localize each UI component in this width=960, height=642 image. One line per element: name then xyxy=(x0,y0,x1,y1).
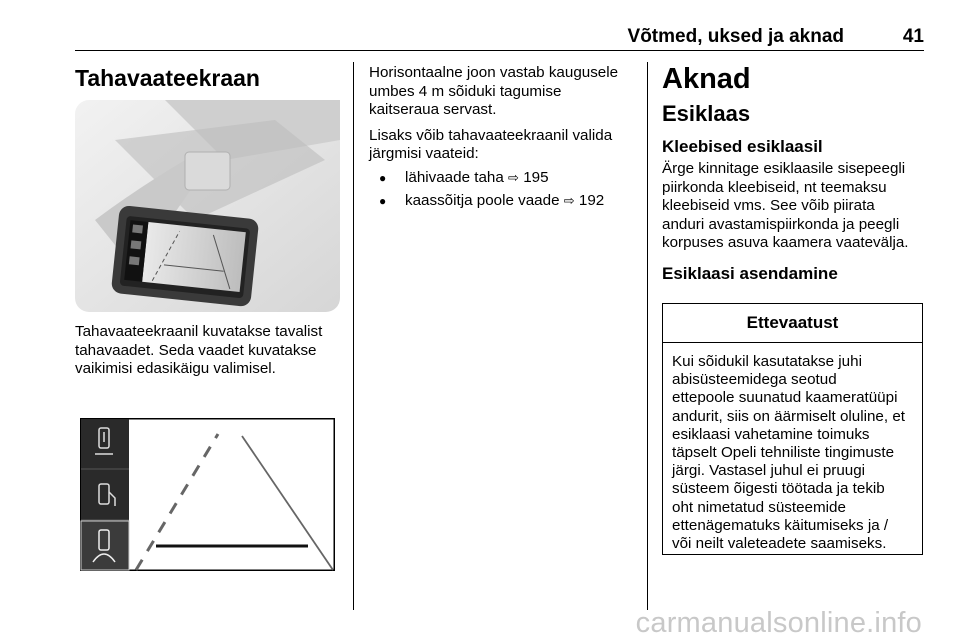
caption-line: vaikimisi edasikäigu valimisel. xyxy=(75,360,276,377)
section-heading: Tahavaateekraan xyxy=(75,65,260,91)
right-column xyxy=(662,62,932,285)
caution-line: täpselt Opeli tehniliste tingimuste xyxy=(672,444,895,462)
paragraph-line: Ärge kinnitage esiklaasile sisepeegli xyxy=(662,160,906,177)
caution-title: Ettevaatust xyxy=(663,304,922,343)
watermark: carmanualsonline.info xyxy=(635,607,922,639)
page-number: 41 xyxy=(902,26,924,47)
caution-line: ettenägematuks käitumiseks ja / xyxy=(672,516,889,534)
caution-line: Kui sõidukil kasutatakse juhi xyxy=(672,353,862,370)
list-item xyxy=(379,192,641,211)
section-heading: Esiklaas xyxy=(662,101,751,126)
arrow-icon: ⇨ xyxy=(508,169,519,185)
paragraph-line: korpuses asuva kaamera vaatevälja. xyxy=(662,234,909,251)
subsection-heading: Esiklaasi asendamine xyxy=(662,263,838,283)
paragraph-line: kleebiseid vms. See võib piirata xyxy=(662,197,875,214)
caution-line: järgi. Vastasel juhul ei pruugi xyxy=(672,462,866,480)
list-item-text: kaassõitja poole vaade xyxy=(405,192,560,209)
caution-line: oht nimetatud süsteemide xyxy=(672,498,846,516)
paragraph-line: Lisaks võib tahavaateekraanil valida xyxy=(369,126,613,144)
caution-line: või neilt valeteadete saamiseks. xyxy=(672,535,887,553)
paragraph-line: umbes 4 m sõiduki tagumise xyxy=(369,82,562,100)
paragraph-line: anduri avastamispiirkonda ja peegli xyxy=(662,215,900,233)
column-divider xyxy=(647,62,648,610)
bullet-icon: ● xyxy=(379,170,387,185)
caution-box xyxy=(662,303,923,555)
page-header xyxy=(75,24,924,51)
left-column xyxy=(75,64,343,92)
caution-line: süsteem õigesti töötada ja tekib xyxy=(672,480,885,498)
subsection-heading: Kleebised esiklaasil xyxy=(662,137,823,156)
caution-line: esiklaasi vahetamine toimuks xyxy=(672,425,870,443)
paragraph-line: piirkonda kleebiseid, nt teemaksu xyxy=(662,178,887,196)
page-reference[interactable]: 192 xyxy=(578,192,605,209)
caution-line: ettepoole suunatud kaameratüüpi xyxy=(672,389,898,407)
middle-column xyxy=(369,64,641,211)
column-divider xyxy=(353,62,354,610)
arrow-icon: ⇨ xyxy=(563,193,575,208)
caution-line: abisüsteemidega seotud xyxy=(672,371,837,389)
page-reference[interactable]: 195 xyxy=(523,168,549,186)
rear-view-guideline-diagram xyxy=(80,418,335,571)
caution-body xyxy=(663,343,922,553)
list-item xyxy=(379,169,641,188)
photo-caption xyxy=(75,323,343,379)
caution-line: andurit, siis on äärmiselt oluline, et xyxy=(672,407,905,425)
chapter-title: Võtmed, uksed ja aknad xyxy=(627,26,844,47)
paragraph-line: kaitseraua servast. xyxy=(369,101,497,118)
paragraph-line: Horisontaalne joon vastab kaugusele xyxy=(369,64,619,81)
bullet-icon: ● xyxy=(379,194,387,208)
chapter-heading: Aknad xyxy=(662,63,751,95)
caption-line: tahavaadet. Seda vaadet kuvatakse xyxy=(75,341,317,359)
caption-line: Tahavaateekraanil kuvatakse tavalist xyxy=(75,323,323,340)
list-item-text: lähivaade taha xyxy=(405,168,504,186)
paragraph-line: järgmisi vaateid: xyxy=(369,145,479,162)
rear-view-display-photo xyxy=(75,100,340,312)
